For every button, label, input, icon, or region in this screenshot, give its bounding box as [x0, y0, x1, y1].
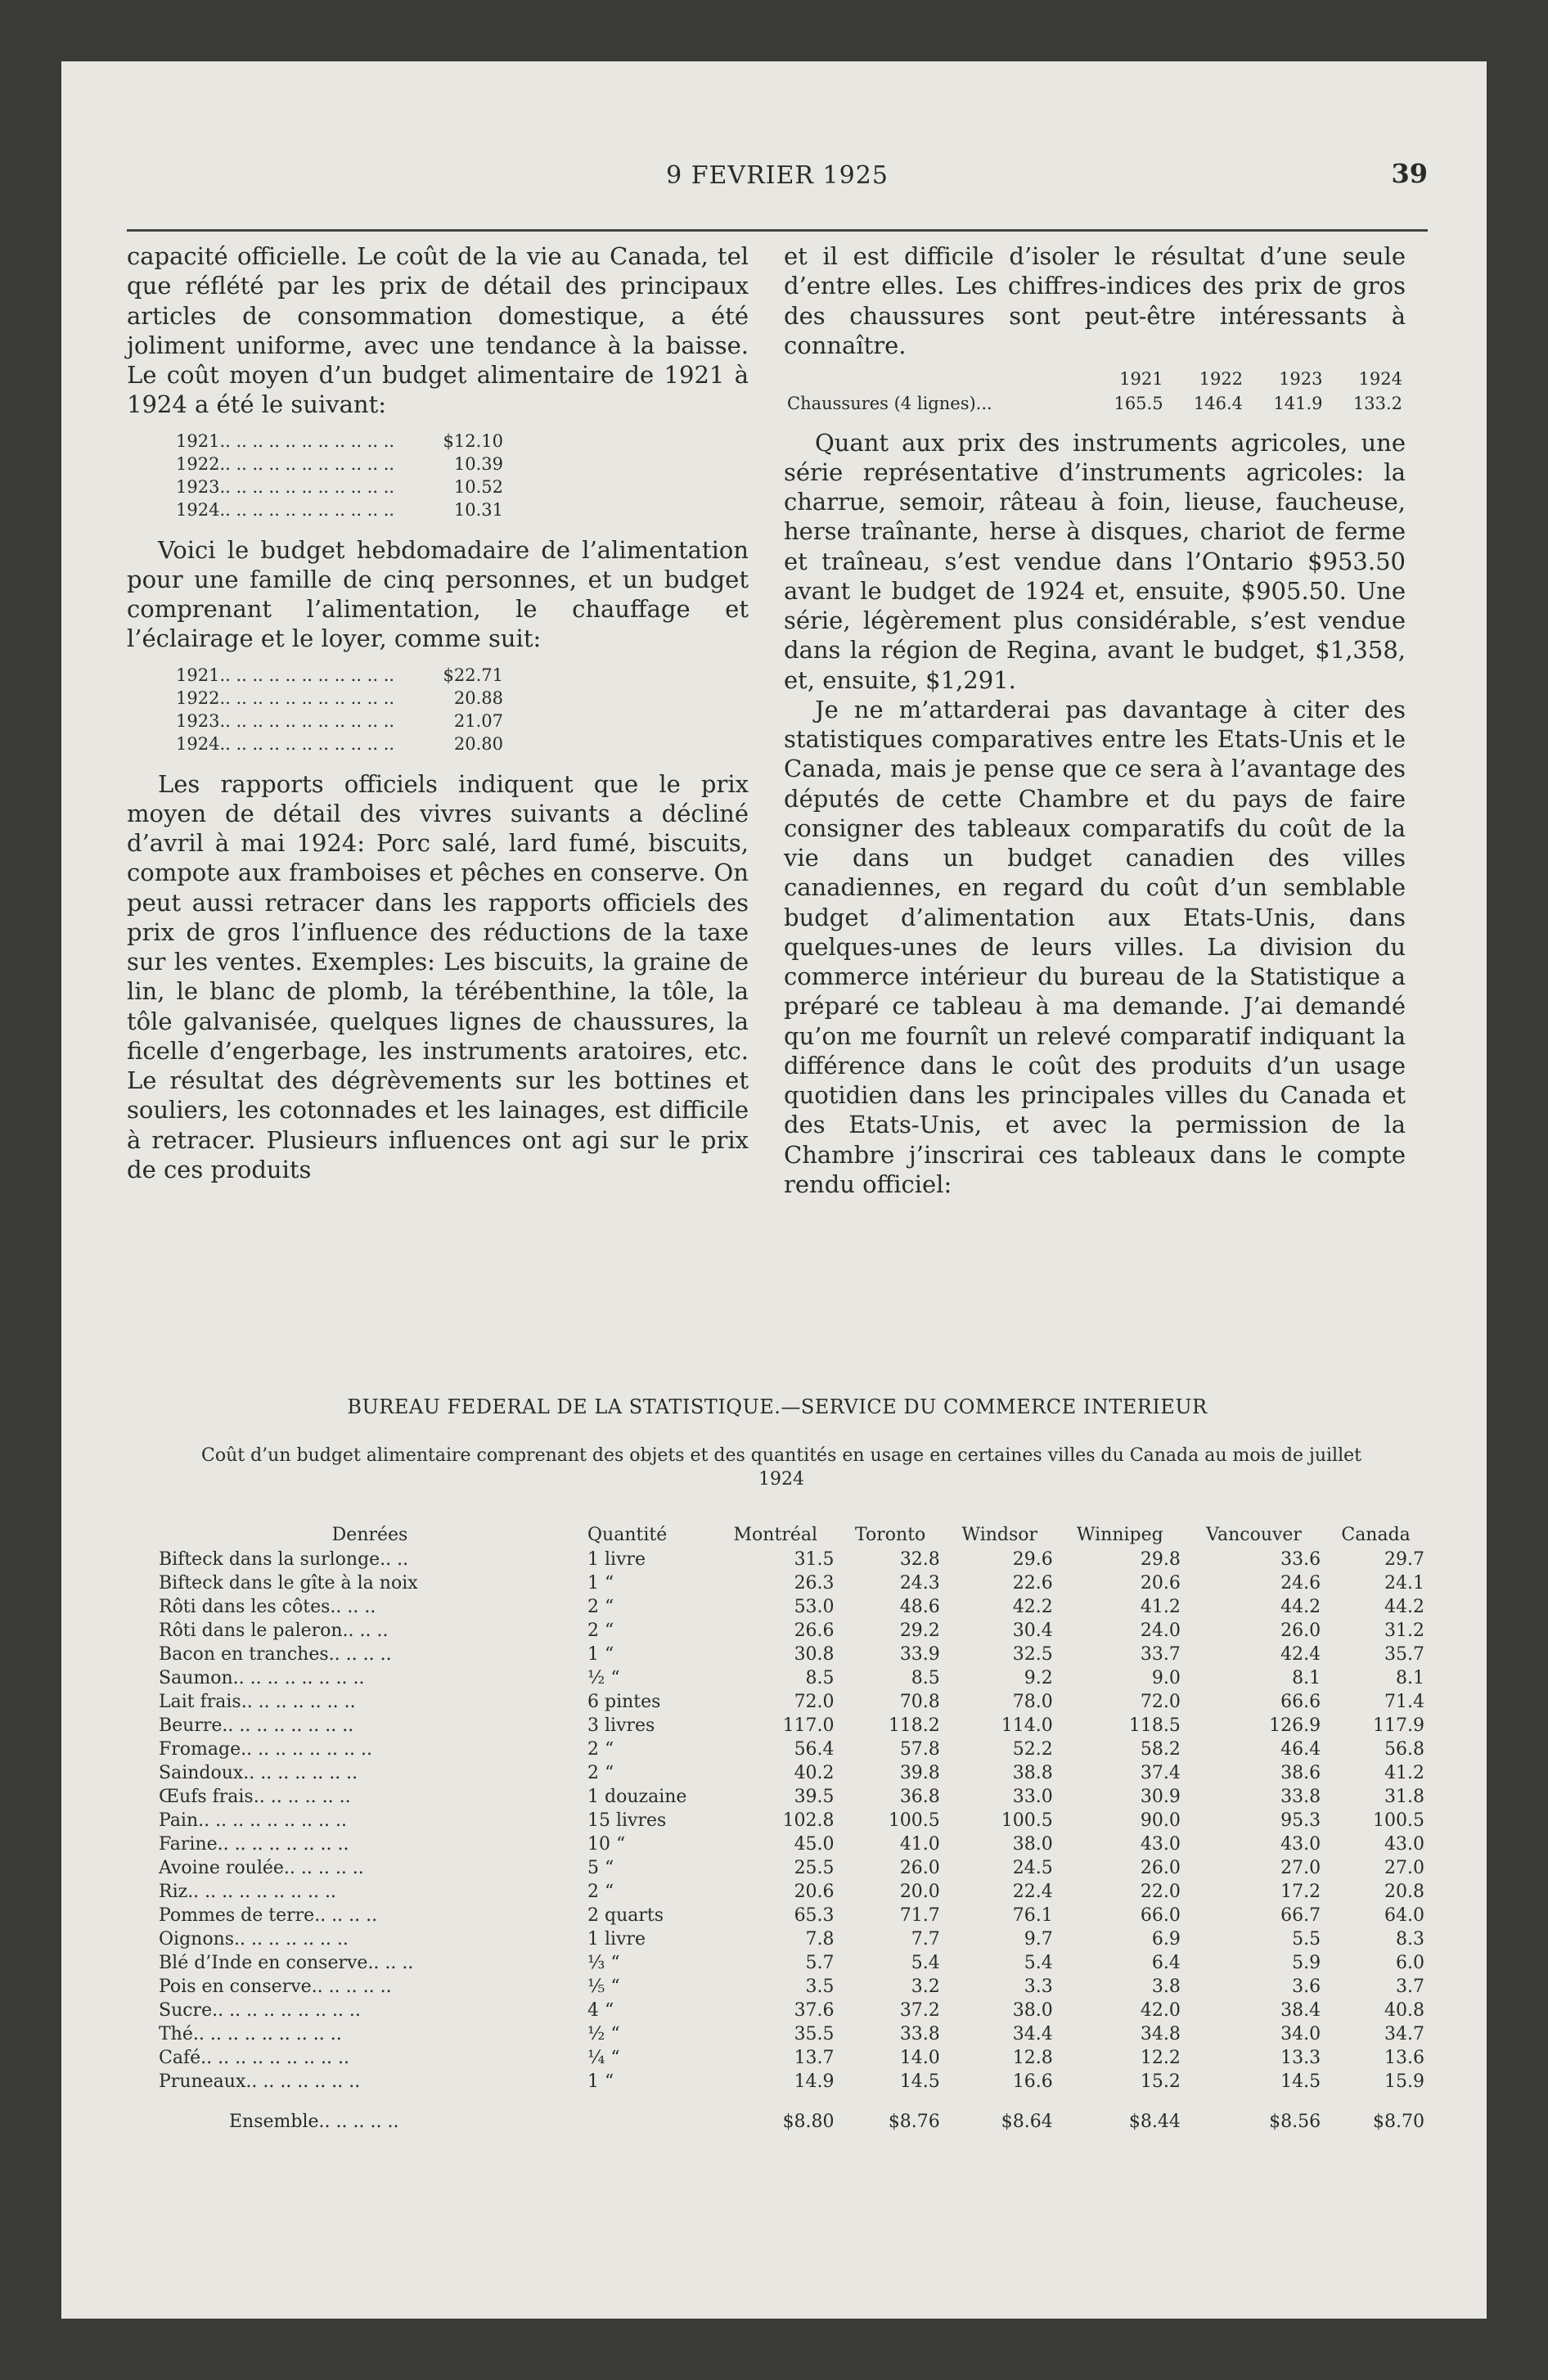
- price-cell: 40.2: [794, 1763, 835, 1783]
- year-cell: 1923.. .. .. .. .. .. .. .. .. .. ..: [176, 477, 395, 497]
- table-row: [155, 1880, 1428, 1904]
- shoes-year: 1921: [1119, 369, 1163, 389]
- table-row: [176, 710, 503, 732]
- price-cell: 20.8: [1384, 1882, 1424, 1902]
- price-cell: 42.2: [1012, 1597, 1053, 1617]
- item-cell: Oignons.. .. .. .. .. .. ..: [159, 1929, 349, 1950]
- column-header: Toronto: [855, 1525, 926, 1545]
- price-cell: 20.6: [1140, 1573, 1181, 1593]
- item-cell: Blé d’Inde en conserve.. .. ..: [159, 1953, 414, 1973]
- price-cell: 5.5: [1292, 1929, 1321, 1950]
- price-cell: 5.4: [911, 1953, 940, 1973]
- price-cell: 34.8: [1140, 2024, 1181, 2044]
- price-cell: 37.6: [794, 2000, 835, 2021]
- price-cell: 26.0: [1280, 1620, 1321, 1641]
- page-number: 39: [1391, 158, 1428, 189]
- price-cell: 31.8: [1384, 1787, 1424, 1807]
- price-cell: 36.8: [899, 1787, 940, 1807]
- price-cell: 71.4: [1384, 1692, 1424, 1712]
- price-cell: 33.7: [1140, 1644, 1181, 1665]
- price-cell: 25.5: [794, 1858, 835, 1878]
- column-header: Windsor: [961, 1525, 1038, 1545]
- column-header: Winnipeg: [1076, 1525, 1163, 1545]
- table-row: [155, 1619, 1428, 1643]
- price-cell: 30.8: [794, 1644, 835, 1665]
- item-cell: Bifteck dans la surlonge.. ..: [159, 1549, 409, 1570]
- quantity-cell: 1 “: [587, 1573, 614, 1593]
- quantity-cell: 6 pintes: [587, 1692, 661, 1712]
- price-cell: 41.2: [1140, 1597, 1181, 1617]
- price-cell: 13.6: [1384, 2048, 1424, 2068]
- price-cell: 100.5: [1373, 1810, 1424, 1831]
- quantity-cell: 1 “: [587, 2071, 614, 2092]
- shoes-label: Chaussures (4 lignes)...: [787, 394, 992, 414]
- value-cell: $12.10: [443, 430, 503, 451]
- shoes-year: 1922: [1199, 369, 1244, 389]
- price-cell: 33.6: [1280, 1549, 1321, 1570]
- table-row: [155, 1571, 1428, 1595]
- quantity-cell: 2 “: [587, 1620, 614, 1641]
- price-cell: 14.0: [899, 2048, 940, 2068]
- column-header: Vancouver: [1206, 1525, 1302, 1545]
- price-cell: 17.2: [1280, 1882, 1321, 1902]
- price-cell: 76.1: [1012, 1905, 1053, 1926]
- price-cell: 5.9: [1292, 1953, 1321, 1973]
- price-cell: 43.0: [1280, 1834, 1321, 1855]
- item-cell: Riz.. .. .. .. .. .. .. .. ..: [159, 1882, 337, 1902]
- price-cell: 3.6: [1292, 1977, 1321, 1997]
- price-cell: 38.6: [1280, 1763, 1321, 1783]
- price-cell: 8.1: [1396, 1668, 1424, 1688]
- price-cell: 35.7: [1384, 1644, 1424, 1665]
- item-cell: Bifteck dans le gîte à la noix: [159, 1573, 418, 1593]
- price-cell: 15.9: [1384, 2071, 1424, 2092]
- price-cell: 33.8: [1280, 1787, 1321, 1807]
- quantity-cell: ⅕ “: [587, 1977, 620, 1997]
- price-cell: 9.7: [1024, 1929, 1053, 1950]
- price-cell: 42.0: [1140, 2000, 1181, 2021]
- price-cell: 7.8: [805, 1929, 835, 1950]
- year-cell: 1922.. .. .. .. .. .. .. .. .. .. ..: [176, 453, 395, 474]
- price-cell: 29.7: [1384, 1549, 1424, 1570]
- quantity-cell: 4 “: [587, 2000, 614, 2021]
- table-row: [176, 498, 503, 521]
- price-cell: 22.6: [1012, 1573, 1053, 1593]
- price-cell: 71.7: [899, 1905, 940, 1926]
- price-cell: 33.9: [899, 1644, 940, 1665]
- price-cell: 26.3: [794, 1573, 835, 1593]
- item-cell: Lait frais.. .. .. .. .. .. ..: [159, 1692, 356, 1712]
- price-cell: 13.3: [1280, 2048, 1321, 2068]
- column-header: Denrées: [331, 1525, 408, 1545]
- value-cell: 10.31: [453, 500, 503, 521]
- price-cell: 6.9: [1151, 1929, 1181, 1950]
- quantity-cell: 5 “: [587, 1858, 614, 1878]
- price-cell: 9.2: [1024, 1668, 1053, 1688]
- price-cell: 40.8: [1384, 2000, 1424, 2021]
- item-cell: Rôti dans les côtes.. .. ..: [159, 1597, 376, 1617]
- price-cell: 34.4: [1012, 2024, 1053, 2044]
- price-cell: 12.8: [1012, 2048, 1053, 2068]
- price-cell: 29.8: [1140, 1549, 1181, 1570]
- price-cell: 26.0: [1140, 1858, 1181, 1878]
- item-cell: Pois en conserve.. .. .. .. ..: [159, 1977, 392, 1997]
- price-cell: 3.8: [1151, 1977, 1181, 1997]
- price-cell: 45.0: [794, 1834, 835, 1855]
- price-cell: 14.5: [1280, 2071, 1321, 2092]
- price-cell: 33.0: [1012, 1787, 1053, 1807]
- price-cell: 22.0: [1140, 1882, 1181, 1902]
- price-cell: 38.4: [1280, 2000, 1321, 2021]
- item-cell: Beurre.. .. .. .. .. .. .. ..: [159, 1715, 354, 1736]
- table-row: [155, 1548, 1428, 1571]
- price-cell: 30.4: [1012, 1620, 1053, 1641]
- price-cell: 32.8: [899, 1549, 940, 1570]
- price-cell: 117.0: [782, 1715, 835, 1736]
- total-cell: $8.70: [1373, 2112, 1424, 2132]
- table-row: [155, 2046, 1428, 2070]
- price-cell: 26.6: [794, 1620, 835, 1641]
- weekly-budget-table: [176, 664, 503, 756]
- price-cell: 5.4: [1024, 1953, 1053, 1973]
- table-row: [155, 1904, 1428, 1927]
- price-cell: 8.5: [911, 1668, 940, 1688]
- price-cell: 43.0: [1384, 1834, 1424, 1855]
- table-row: [155, 1856, 1428, 1880]
- table-row: [155, 1666, 1428, 1690]
- year-cell: 1921.. .. .. .. .. .. .. .. .. .. ..: [176, 430, 395, 451]
- table-row: [176, 476, 503, 498]
- price-cell: 95.3: [1280, 1810, 1321, 1831]
- price-cell: 20.6: [794, 1882, 835, 1902]
- quantity-cell: ¼ “: [587, 2048, 620, 2068]
- price-cell: 3.5: [805, 1977, 835, 1997]
- quantity-cell: 2 “: [587, 1597, 614, 1617]
- table-row: [176, 732, 503, 755]
- total-label: Ensemble.. .. .. .. ..: [229, 2112, 399, 2132]
- right-column: [784, 241, 1406, 1199]
- price-cell: 38.0: [1012, 2000, 1053, 2021]
- table-row: [155, 2022, 1428, 2046]
- item-cell: Pommes de terre.. .. .. ..: [159, 1905, 378, 1926]
- price-cell: 8.3: [1396, 1929, 1424, 1950]
- table-row: [155, 1761, 1428, 1785]
- price-cell: 3.2: [911, 1977, 940, 1997]
- price-cell: 118.2: [888, 1715, 940, 1736]
- header-row: [155, 1522, 1428, 1548]
- quantity-cell: 2 “: [587, 1739, 614, 1760]
- quantity-cell: 1 livre: [587, 1549, 646, 1570]
- price-cell: 64.0: [1384, 1905, 1424, 1926]
- table-row: [176, 664, 503, 687]
- left-paragraph-2: Voici le budget hebdomadaire de l’alimentation pour une famille de cinq personnes, et un budget comprenant l’alimentation, le chauffage et l’éclairage et le loyer, comme suit:: [127, 535, 749, 653]
- total-cell: [584, 2094, 713, 2134]
- quantity-cell: 2 “: [587, 1882, 614, 1902]
- price-cell: 66.0: [1140, 1905, 1181, 1926]
- shoes-value: 141.9: [1273, 394, 1323, 414]
- right-paragraph-3: Je ne m’attarderai pas davantage à citer des statistiques comparatives entre les Etats-Unis et le Canada, mais je pense que ce sera à l’avantage des députés de cette Chambre et du pays de faire consigner des tableaux comparatifs du coût de la vie dans un budget canadien des villes canadiennes, en regard du coût d’un semblable budget d’alimentation aux Etats-Unis, dans quelques-unes de leurs villes. La division du commerce intérieur du bureau de la Statistique a préparé ce tableau à ma demande. J’ai demandé qu’on me fournît un relevé comparatif indiquant la différence dans le coût des produits d’un usage quotidien dans les principales villes du Canada et des Etats-Unis, et avec la permission de la Chambre j’inscrirai ces tableaux dans le compte rendu officiel:: [784, 695, 1406, 1198]
- table-row: [155, 2070, 1428, 2094]
- quantity-cell: 15 livres: [587, 1810, 667, 1831]
- price-cell: 29.6: [1012, 1549, 1053, 1570]
- table-row: [176, 430, 503, 453]
- price-cell: 26.0: [899, 1858, 940, 1878]
- price-cell: 5.7: [805, 1953, 835, 1973]
- price-cell: 27.0: [1280, 1858, 1321, 1878]
- quantity-cell: 10 “: [587, 1834, 626, 1855]
- shoes-year: 1923: [1279, 369, 1323, 389]
- price-cell: 43.0: [1140, 1834, 1181, 1855]
- quantity-cell: 1 douzaine: [587, 1787, 687, 1807]
- table-row: [176, 453, 503, 476]
- quantity-cell: 1 “: [587, 1644, 614, 1665]
- price-cell: 66.7: [1280, 1905, 1321, 1926]
- price-cell: 41.2: [1384, 1763, 1424, 1783]
- left-column: [127, 241, 749, 1184]
- quantity-cell: 2 “: [587, 1763, 614, 1783]
- table-row: [155, 1785, 1428, 1809]
- column-header: Quantité: [587, 1525, 668, 1545]
- quantity-cell: 1 livre: [587, 1929, 646, 1950]
- price-cell: 52.2: [1012, 1739, 1053, 1760]
- price-cell: 126.9: [1269, 1715, 1321, 1736]
- table-row: [155, 1714, 1428, 1738]
- value-cell: 21.07: [453, 711, 503, 731]
- price-cell: 24.5: [1012, 1858, 1053, 1878]
- price-cell: 8.1: [1292, 1668, 1321, 1688]
- value-cell: 10.52: [453, 477, 503, 497]
- price-cell: 65.3: [794, 1905, 835, 1926]
- price-cell: 22.4: [1012, 1882, 1053, 1902]
- price-cell: 38.0: [1012, 1834, 1053, 1855]
- price-cell: 56.8: [1384, 1739, 1424, 1760]
- price-cell: 114.0: [1001, 1715, 1053, 1736]
- left-paragraph-1: capacité officielle. Le coût de la vie au Canada, tel que réflété par les prix de détail des principaux articles de consommation domestique, a été joliment uniforme, avec une tendance à la baisse. Le coût moyen d’un budget alimentaire de 1921 à 1924 a été le suivant:: [127, 242, 749, 419]
- food-cost-table: [176, 430, 503, 522]
- price-cell: 6.0: [1396, 1953, 1424, 1973]
- price-cell: 57.8: [899, 1739, 940, 1760]
- bureau-title: BUREAU FEDERAL DE LA STATISTIQUE.—SERVICE DU COMMERCE INTERIEUR: [347, 1395, 1208, 1418]
- table-row: [155, 1975, 1428, 1999]
- year-cell: 1924.. .. .. .. .. .. .. .. .. .. ..: [176, 500, 395, 521]
- right-paragraph-1: et il est difficile d’isoler le résultat d’une seule d’entre elles. Les chiffres-indices des prix de gros des chaussures sont peut-être intéressants à connaître.: [784, 242, 1406, 359]
- price-cell: 3.3: [1024, 1977, 1053, 1997]
- shoes-value: 165.5: [1114, 394, 1163, 414]
- price-cell: 41.0: [899, 1834, 940, 1855]
- food-budget-table: [155, 1522, 1428, 2134]
- total-cell: $8.80: [782, 2112, 835, 2132]
- left-paragraph-3: Les rapports officiels indiquent que le prix moyen de détail des vivres suivants a décliné d’avril à mai 1924: Porc salé, lard fumé, biscuits, compote aux framboises et pêches en conserve. On peut aussi retracer dans les rapports officiels des prix de gros l’influence des réductions de la taxe sur les ventes. Exemples: Les biscuits, la graine de lin, le blanc de plomb, la térébenthine, la tôle, la tôle galvanisée, quelques lignes de chaussures, la ficelle d’engerbage, les instruments aratoires, etc. Le résultat des dégrèvements sur les bottines et souliers, les cotonnades et les lainages, est difficile à retracer. Plusieurs influences ont agi sur le prix de ces produits: [127, 769, 749, 1183]
- page: [61, 61, 1487, 2319]
- column-header: Montréal: [733, 1525, 818, 1545]
- price-cell: 34.7: [1384, 2024, 1424, 2044]
- price-cell: 29.2: [899, 1620, 940, 1641]
- price-cell: 39.5: [794, 1787, 835, 1807]
- item-cell: Pruneaux.. .. .. .. .. .. ..: [159, 2071, 361, 2092]
- table-row: [155, 1643, 1428, 1666]
- quantity-cell: 2 quarts: [587, 1905, 664, 1926]
- price-cell: 9.0: [1151, 1668, 1181, 1688]
- price-cell: 31.5: [794, 1549, 835, 1570]
- price-cell: 6.4: [1151, 1953, 1181, 1973]
- price-cell: 70.8: [899, 1692, 940, 1712]
- table-row: [155, 1738, 1428, 1761]
- item-cell: Bacon en tranches.. .. .. ..: [159, 1644, 392, 1665]
- price-cell: 100.5: [1001, 1810, 1053, 1831]
- item-cell: Rôti dans le paleron.. .. ..: [159, 1620, 389, 1641]
- shoes-value: 133.2: [1352, 394, 1402, 414]
- table-row: [155, 1832, 1428, 1856]
- item-cell: Œufs frais.. .. .. .. .. ..: [159, 1787, 351, 1807]
- price-cell: 13.7: [794, 2048, 835, 2068]
- total-cell: $8.76: [888, 2112, 940, 2132]
- item-cell: Saumon.. .. .. .. .. .. .. ..: [159, 1668, 365, 1688]
- price-cell: 34.0: [1280, 2024, 1321, 2044]
- table-caption: Coût d’un budget alimentaire comprenant des objets et des quantités en usage en certaines villes du Canada au mois de juillet 1924: [201, 1445, 1361, 1490]
- item-cell: Café.. .. .. .. .. .. .. .. ..: [159, 2048, 349, 2068]
- price-cell: 24.3: [899, 1573, 940, 1593]
- column-header: Canada: [1341, 1525, 1411, 1545]
- header-rule: [127, 229, 1428, 232]
- price-cell: 102.8: [782, 1810, 835, 1831]
- table-row: [155, 1690, 1428, 1714]
- value-cell: $22.71: [443, 665, 503, 685]
- year-cell: 1923.. .. .. .. .. .. .. .. .. .. ..: [176, 711, 395, 731]
- price-cell: 20.0: [899, 1882, 940, 1902]
- right-paragraph-2: Quant aux prix des instruments agricoles, une série représentative d’instruments agricoles: la charrue, semoir, râteau à foin, lieuse, faucheuse, herse traînante, herse à disques, chariot de ferme et traîneau, s’est vendue dans l’Ontario $953.50 avant le budget de 1924 et, ensuite, $905.50. Une série, légèrement plus considérable, s’est vendue dans la région de Regina, avant le budget, $1,358, et, ensuite, $1,291.: [784, 428, 1406, 694]
- table-row: [155, 1927, 1428, 1951]
- total-cell: $8.64: [1001, 2112, 1053, 2132]
- price-cell: 39.8: [899, 1763, 940, 1783]
- item-cell: Fromage.. .. .. .. .. .. .. ..: [159, 1739, 372, 1760]
- year-cell: 1922.. .. .. .. .. .. .. .. .. .. ..: [176, 687, 395, 708]
- price-cell: 46.4: [1280, 1739, 1321, 1760]
- total-cell: $8.44: [1128, 2112, 1181, 2132]
- price-cell: 90.0: [1140, 1810, 1181, 1831]
- item-cell: Pain.. .. .. .. .. .. .. .. ..: [159, 1810, 347, 1831]
- price-cell: 15.2: [1140, 2071, 1181, 2092]
- price-cell: 48.6: [899, 1597, 940, 1617]
- table-row: [176, 687, 503, 710]
- table-row: [155, 1595, 1428, 1619]
- quantity-cell: ½ “: [587, 1668, 620, 1688]
- shoes-year: 1924: [1358, 369, 1402, 389]
- item-cell: Avoine roulée.. .. .. .. ..: [159, 1858, 364, 1878]
- value-cell: 20.80: [453, 734, 503, 755]
- shoes-value: 146.4: [1193, 394, 1244, 414]
- price-cell: 24.6: [1280, 1573, 1321, 1593]
- table-row: [155, 1999, 1428, 2022]
- quantity-cell: ⅓ “: [587, 1953, 620, 1973]
- table-row: [155, 1951, 1428, 1975]
- price-cell: 3.7: [1396, 1977, 1424, 1997]
- price-cell: 72.0: [794, 1692, 835, 1712]
- price-cell: 27.0: [1384, 1858, 1424, 1878]
- price-cell: 31.2: [1384, 1620, 1424, 1641]
- price-cell: 100.5: [888, 1810, 940, 1831]
- year-cell: 1924.. .. .. .. .. .. .. .. .. .. ..: [176, 734, 395, 755]
- shoes-index-table: [784, 367, 1406, 417]
- price-cell: 24.0: [1140, 1620, 1181, 1641]
- price-cell: 37.4: [1140, 1763, 1181, 1783]
- price-cell: 12.2: [1140, 2048, 1181, 2068]
- quantity-cell: 3 livres: [587, 1715, 655, 1736]
- year-cell: 1921.. .. .. .. .. .. .. .. .. .. ..: [176, 665, 395, 685]
- price-cell: 42.4: [1280, 1644, 1321, 1665]
- value-cell: 20.88: [453, 687, 503, 708]
- price-cell: 72.0: [1140, 1692, 1181, 1712]
- item-cell: Sucre.. .. .. .. .. .. .. .. ..: [159, 2000, 361, 2021]
- price-cell: 66.6: [1280, 1692, 1321, 1712]
- price-cell: 14.5: [899, 2071, 940, 2092]
- price-cell: 33.8: [899, 2024, 940, 2044]
- price-cell: 7.7: [911, 1929, 940, 1950]
- item-cell: Thé.. .. .. .. .. .. .. .. ..: [159, 2024, 342, 2044]
- total-cell: $8.56: [1269, 2112, 1321, 2132]
- price-cell: 56.4: [794, 1739, 835, 1760]
- price-cell: 78.0: [1012, 1692, 1053, 1712]
- total-row: [155, 2094, 1428, 2134]
- value-cell: 10.39: [453, 453, 503, 474]
- price-cell: 8.5: [805, 1668, 835, 1688]
- price-cell: 44.2: [1280, 1597, 1321, 1617]
- table-row: [155, 1809, 1428, 1832]
- price-cell: 53.0: [794, 1597, 835, 1617]
- price-cell: 58.2: [1140, 1739, 1181, 1760]
- price-cell: 14.9: [794, 2071, 835, 2092]
- price-cell: 35.5: [794, 2024, 835, 2044]
- quantity-cell: ½ “: [587, 2024, 620, 2044]
- price-cell: 24.1: [1384, 1573, 1424, 1593]
- price-cell: 44.2: [1384, 1597, 1424, 1617]
- item-cell: Farine.. .. .. .. .. .. .. ..: [159, 1834, 349, 1855]
- price-cell: 32.5: [1012, 1644, 1053, 1665]
- price-cell: 117.9: [1373, 1715, 1424, 1736]
- price-cell: 38.8: [1012, 1763, 1053, 1783]
- item-cell: Saindoux.. .. .. .. .. .. ..: [159, 1763, 358, 1783]
- price-cell: 37.2: [899, 2000, 940, 2021]
- price-cell: 16.6: [1012, 2071, 1053, 2092]
- header-date: 9 FEVRIER 1925: [666, 161, 889, 190]
- price-cell: 118.5: [1128, 1715, 1181, 1736]
- price-cell: 30.9: [1140, 1787, 1181, 1807]
- running-head: [127, 158, 1428, 199]
